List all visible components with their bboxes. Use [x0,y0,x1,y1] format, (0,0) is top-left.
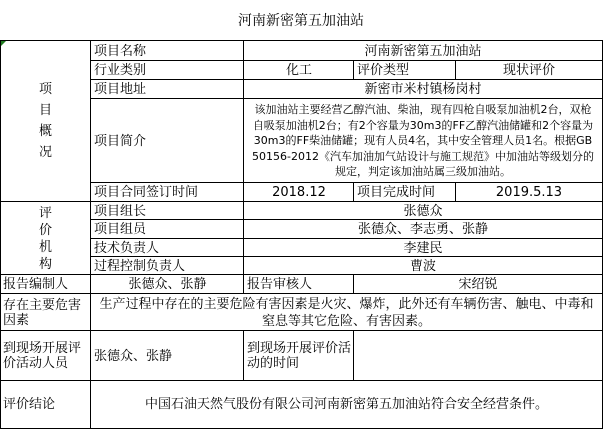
grid-line [91,256,603,257]
grid-line [0,40,1,429]
hazards-label: 存在主要危害因素 [3,297,82,328]
leader-label: 项目组长 [94,203,147,219]
eval-type-label: 评价类型 [357,63,410,78]
conclusion-value: 中国石油天然气股份有限公司河南新密第五加油站符合安全经营条件。 [144,397,548,412]
complete-date-label: 项目完成时间 [357,185,436,200]
grid-line [91,79,603,80]
grid-line [243,40,244,60]
overview-section-label [0,41,91,200]
agency-section-label [0,202,91,275]
site-visit-time-label: 到现场开展评价活动的时间 [247,341,352,371]
address-value: 新密市米村镇杨岗村 [364,82,482,97]
page-title: 河南新密第五加油站 [238,12,364,29]
members-value: 张德众、李志勇、张静 [357,222,488,237]
eval-type-value: 现状评价 [502,63,555,78]
address-label: 项目地址 [94,82,147,97]
tech-lead-label: 技术负责人 [94,240,160,256]
grid-line [243,330,244,381]
process-lead-label: 过程控制负责人 [94,258,186,274]
industry-label: 行业类别 [94,63,147,78]
process-lead-value: 曹波 [409,258,436,274]
grid-line [243,60,244,294]
agency-char-1: 评 [38,205,52,221]
intro-label: 项目简介 [94,133,147,149]
grid-line [455,182,456,202]
grid-line [91,98,603,99]
industry-value: 化工 [285,63,312,78]
project-name-label: 项目名称 [94,43,147,59]
leader-value: 张德众 [403,203,443,219]
contract-date-label: 项目合同签订时间 [94,185,199,200]
site-visit-people-value: 张德众、张静 [94,348,173,364]
grid-line [353,274,354,294]
grid-line [353,330,354,381]
grid-line [455,60,456,80]
overview-char-1: 项 [38,81,52,97]
complete-date-value: 2019.5.13 [495,185,563,200]
report-writer-value: 张德众、张静 [128,277,207,292]
site-visit-people-label: 到现场开展评价活动人员 [3,341,82,371]
intro-value: 该加油站主要经营乙醇汽油、柴油，现有四枪自吸泵加油机2台，双枪自吸泵加油机2台；有2个容量为30m3的FF乙醇汽油储罐和2个容量为30m3的FF柴油储罐；现有人员4名，其中安全管理人员1名。根据GB 50156-2012《汽车加油加气站设计与施工规范》中加油站等级划分的规定，判定该加油站属三级加油站。 [252,103,594,179]
project-name-value: 河南新密第五加油站 [364,43,482,59]
report-reviewer-value: 宋绍锐 [458,277,498,292]
members-label: 项目组员 [94,222,147,237]
conclusion-label: 评价结论 [3,397,56,412]
hazards-value: 生产过程中存在的主要危险有害因素是火灾、爆炸，此外还有车辆伤害、触电、中毒和窒息等其它危险、有害因素。 [99,296,594,329]
overview-char-2: 目 [38,102,52,118]
report-writer-label: 报告编制人 [3,277,69,292]
site-visit-time-value [354,331,602,381]
contract-date-value: 2018.12 [272,185,326,200]
grid-line [90,40,91,429]
grid-line [91,219,603,220]
overview-char-3: 概 [38,123,52,139]
grid-line [91,60,603,61]
grid-line [91,182,603,183]
agency-char-3: 机 [38,239,52,255]
agency-char-2: 价 [38,222,52,238]
report-reviewer-label: 报告审核人 [247,277,313,292]
grid-line [353,60,354,80]
agency-char-4: 构 [38,256,52,272]
tech-lead-value: 李建民 [403,240,443,256]
grid-line [353,182,354,202]
overview-char-4: 况 [38,144,52,160]
grid-line [91,238,603,239]
